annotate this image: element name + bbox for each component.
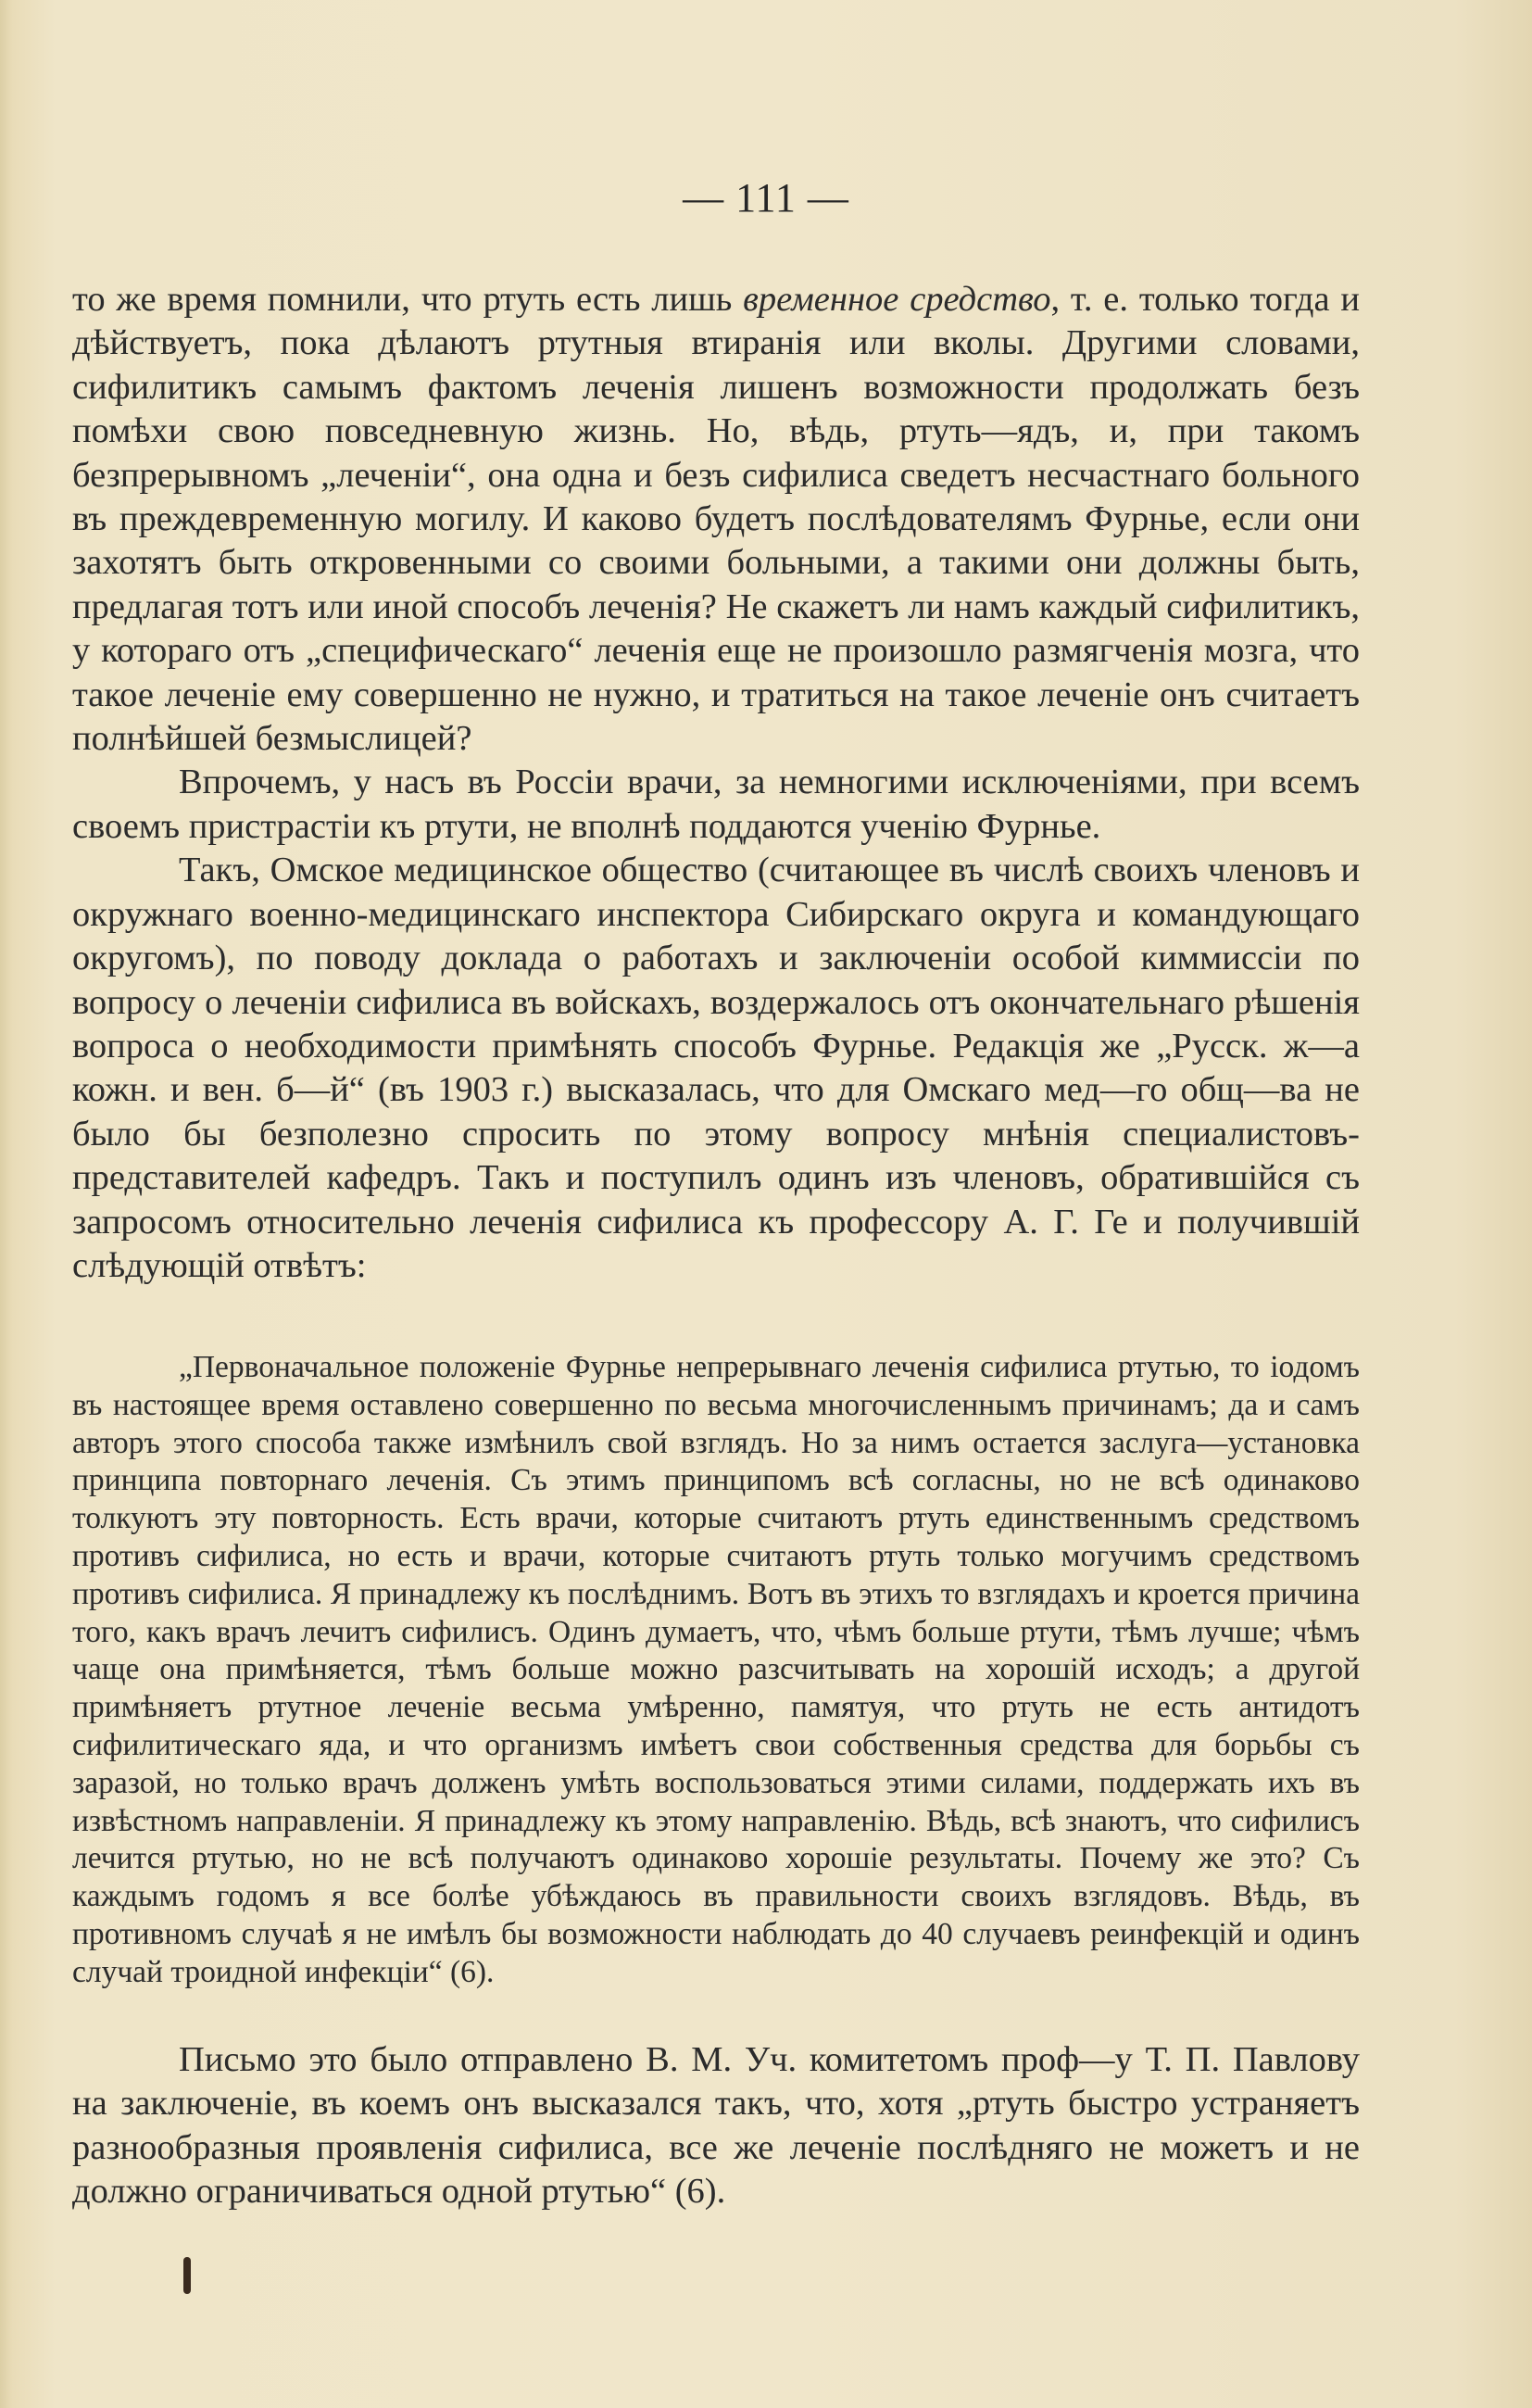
paragraph-1-emphasis: временное средство bbox=[743, 280, 1051, 319]
paragraph-3: Такъ, Омское медицинское общество (считающее въ числѣ своихъ членовъ и окружнаго военно-медицинскаго инспектора Сибирскаго округа и командующаго округомъ), по поводу доклада о работахъ и заключеніи особой киммиссіи по вопросу о леченіи сифилиса въ войскахъ, воздержалось отъ окончательнаго рѣшенія вопроса о необходимости примѣнять способъ Фурнье. Редакція же „Русск. ж—а кожн. и вен. б—й“ (въ 1903 г.) высказалась, что для Омскаго мед—го общ—ва не было бы безполезно спросить по этому вопросу мнѣнія специалистовъ-представителей кафедръ. Такъ и поступилъ одинъ изъ членовъ, обратившійся съ запросомъ относительно леченія сифилиса къ профессору А. Г. Ге и получившій слѣдующій отвѣтъ: bbox=[72, 851, 1360, 1285]
paragraph-1-rest: , т. е. только тогда и дѣйствуетъ, пока дѣлаютъ ртутныя втиранія или вколы. Другими словами, сифилитикъ самымъ фактомъ леченія лишенъ возможности продолжать безъ помѣхи свою повседневную жизнь. Но, вѣдь, ртуть—ядъ, и, при такомъ безпрерывномъ „леченіи“, она одна и безъ сифилиса сведетъ несчастнаго больного въ преждевременную могилу. И каково будетъ послѣдователямъ Фурнье, если они захотятъ быть откровенными со своими больными, а такими они должны быть, предлагая тотъ или иной способъ леченія? Не скажетъ ли намъ каждый сифилитикъ, у котораго отъ „специфическаго“ леченія еще не произошло размягченія мозга, что такое леченіе ему совершенно не нужно, и тратиться на такое леченіе онъ считаетъ полнѣйшей безмыслицей? bbox=[72, 280, 1360, 759]
closing-paragraph-block bbox=[72, 2038, 1360, 2214]
paragraph-2: Впрочемъ, у насъ въ Россіи врачи, за немногими исключеніями, при всемъ своемъ пристрастіи къ ртути, не вполнѣ поддаются ученію Фурнье. bbox=[72, 763, 1360, 846]
page-number: — 111 — bbox=[683, 175, 849, 221]
paragraph-1-start: то же время помнили, что ртуть есть лишь bbox=[72, 280, 744, 319]
closing-paragraph: Письмо это было отправлено В. М. Уч. комитетомъ проф—у Т. П. Павлову на заключеніе, въ коемъ онъ высказался такъ, что, хотя „ртуть быстро устраняетъ разнообразныя проявленія сифилиса, все же леченіе послѣдняго не можетъ и не должно ограничиваться одной ртутью“ (6). bbox=[72, 2040, 1360, 2212]
main-text bbox=[72, 278, 1360, 1288]
quote-text: „Первоначальное положеніе Фурнье непрерывнаго леченія сифилиса ртутью, то іодомъ въ настоящее время оставлено совершенно по весьма многочисленнымъ причинамъ; да и самъ авторъ этого способа также измѣнилъ свой взглядъ. Но за нимъ остается заслуга—установка принципа повторнаго леченія. Съ этимъ принципомъ всѣ согласны, но не всѣ одинаково толкуютъ эту повторность. Есть врачи, которые считаютъ ртуть единственнымъ средствомъ противъ сифилиса, но есть и врачи, которые считаютъ ртуть только могучимъ средствомъ противъ сифилиса. Я принадлежу къ послѣднимъ. Вотъ въ этихъ то взглядахъ и кроется причина того, какъ врачъ лечитъ сифилисъ. Одинъ думаетъ, что, чѣмъ больше ртути, тѣмъ лучше; чѣмъ чаще она примѣняется, тѣмъ больше можно разсчитывать на хорошій исходъ; а другой примѣняетъ ртутное леченіе весьма умѣренно, памятуя, что ртуть не есть антидотъ сифилитическаго яда, и что организмъ имѣетъ свои собственныя средства для борьбы съ заразой, но только врачъ долженъ умѣть воспользоваться этими силами, поддержать ихъ въ извѣстномъ направленіи. Я принадлежу къ этому направленію. Вѣдь, всѣ знаютъ, что сифилисъ лечится ртутью, но не всѣ получаютъ одинаково хорошіе результаты. Почему же это? Съ каждымъ годомъ я все болѣе убѣждаюсь въ правильности своихъ взглядовъ. Вѣдь, въ противномъ случаѣ я не имѣлъ бы возможности наблюдать до 40 случаевъ реинфекцій и одинъ случай троидной инфекціи“ (6). bbox=[72, 1350, 1360, 1989]
quoted-letter bbox=[72, 1349, 1360, 1992]
ink-mark bbox=[183, 2257, 191, 2294]
paragraph-1 bbox=[72, 278, 1360, 761]
